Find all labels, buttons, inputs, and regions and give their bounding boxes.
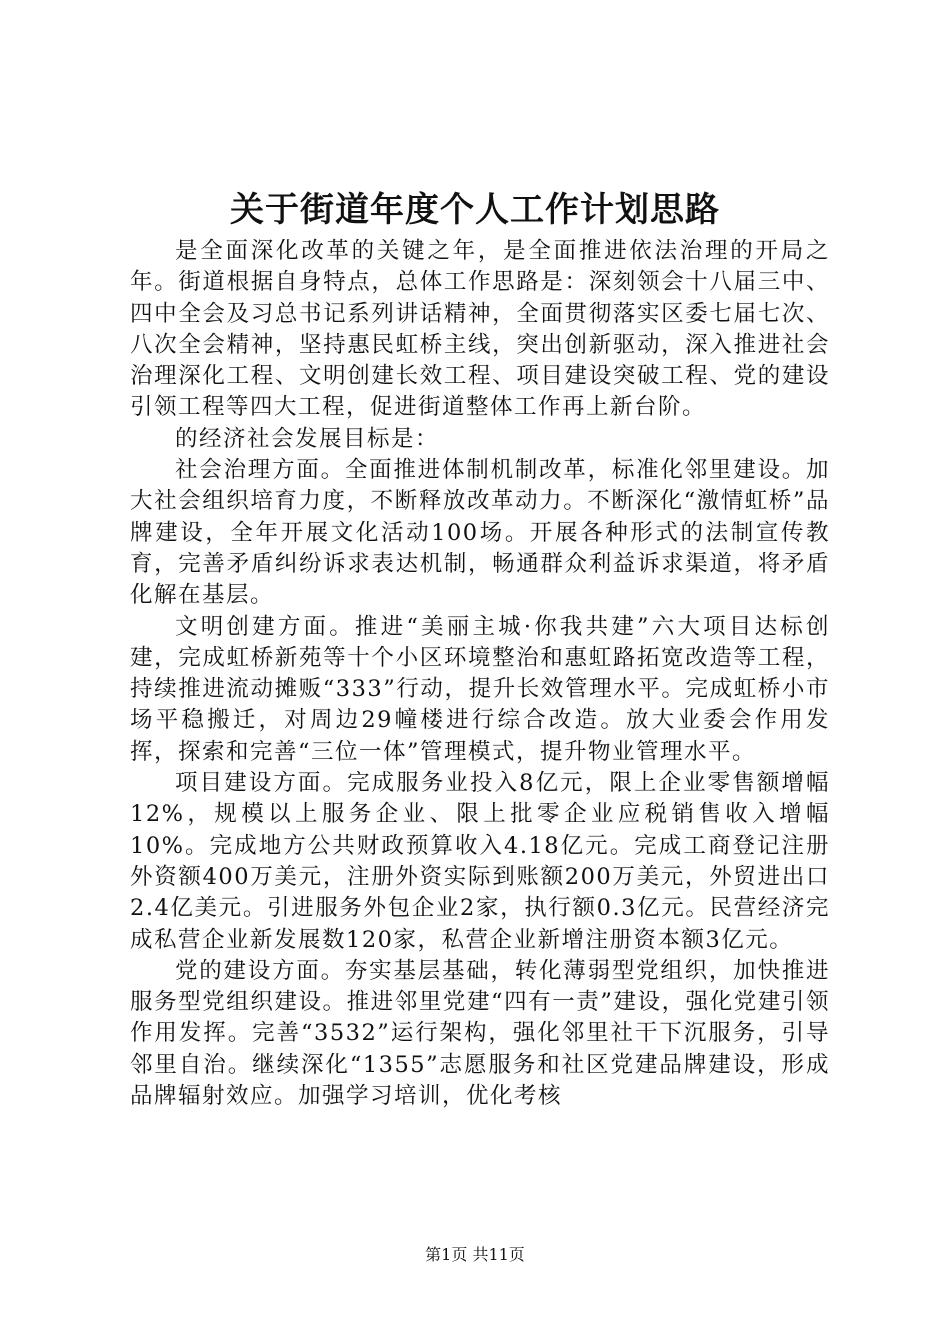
paragraph-intro: 是全面深化改革的关键之年，是全面推进依法治理的开局之年。街道根据自身特点，总体工作思路是：深刻领会十八届三中、四中全会及习总书记系列讲话精神，全面贯彻落实区委七届七次、八次全会精神，坚持惠民虹桥主线，突出创新驱动，深入推进社会治理深化工程、文明创建长效工程、项目建设突破工程、党的建设引领工程等四大工程，促进街道整体工作再上新台阶。 [130, 238, 830, 421]
paragraph-goals-heading: 的经济社会发展目标是： [175, 425, 440, 452]
paragraph-social-governance: 社会治理方面。全面推进体制机制改革，标准化邻里建设。加大社会组织培育力度，不断释放改革动力。不断深化“激情虹桥”品牌建设，全年开展文化活动100场。开展各种形式的法制宣传教育，完善矛盾纠纷诉求表达机制，畅通群众利益诉求渠道，将矛盾化解在基层。 [130, 457, 830, 609]
paragraph-project-construction: 项目建设方面。完成服务业投入8亿元，限上企业零售额增幅12%，规模以上服务企业、限上批零企业应税销售收入增幅10%。完成地方公共财政预算收入4.18亿元。完成工商登记注册外资额400万美元，注册外资实际到账额200万美元，外贸进出口2.4亿美元。引进服务外包企业2家，执行额0.3亿元。民营经济完成私营企业新发展数120家，私营企业新增注册资本额3亿元。 [130, 770, 830, 953]
document-title: 关于街道年度个人工作计划思路 [230, 190, 720, 230]
document-body [130, 236, 830, 1112]
paragraph-party-building: 党的建设方面。夯实基层基础，转化薄弱型党组织，加快推进服务型党组织建设。推进邻里党建“四有一责”建设，强化党建引领作用发挥。完善“3532”运行架构，强化邻里社干下沉服务，引导邻里自治。继续深化“1355”志愿服务和社区党建品牌建设，形成品牌辐射效应。加强学习培训，优化考核 [130, 957, 830, 1110]
page-footer: 第1页 共11页 [425, 1245, 525, 1264]
paragraph-civilization-building: 文明创建方面。推进“美丽主城·你我共建”六大项目达标创建，完成虹桥新苑等十个小区环境整治和惠虹路拓宽改造等工程，持续推进流动摊贩“333”行动，提升长效管理水平。完成虹桥小市场平稳搬迁，对周边29幢楼进行综合改造。放大业委会作用发挥，探索和完善“三位一体”管理模式，提升物业管理水平。 [130, 613, 830, 765]
